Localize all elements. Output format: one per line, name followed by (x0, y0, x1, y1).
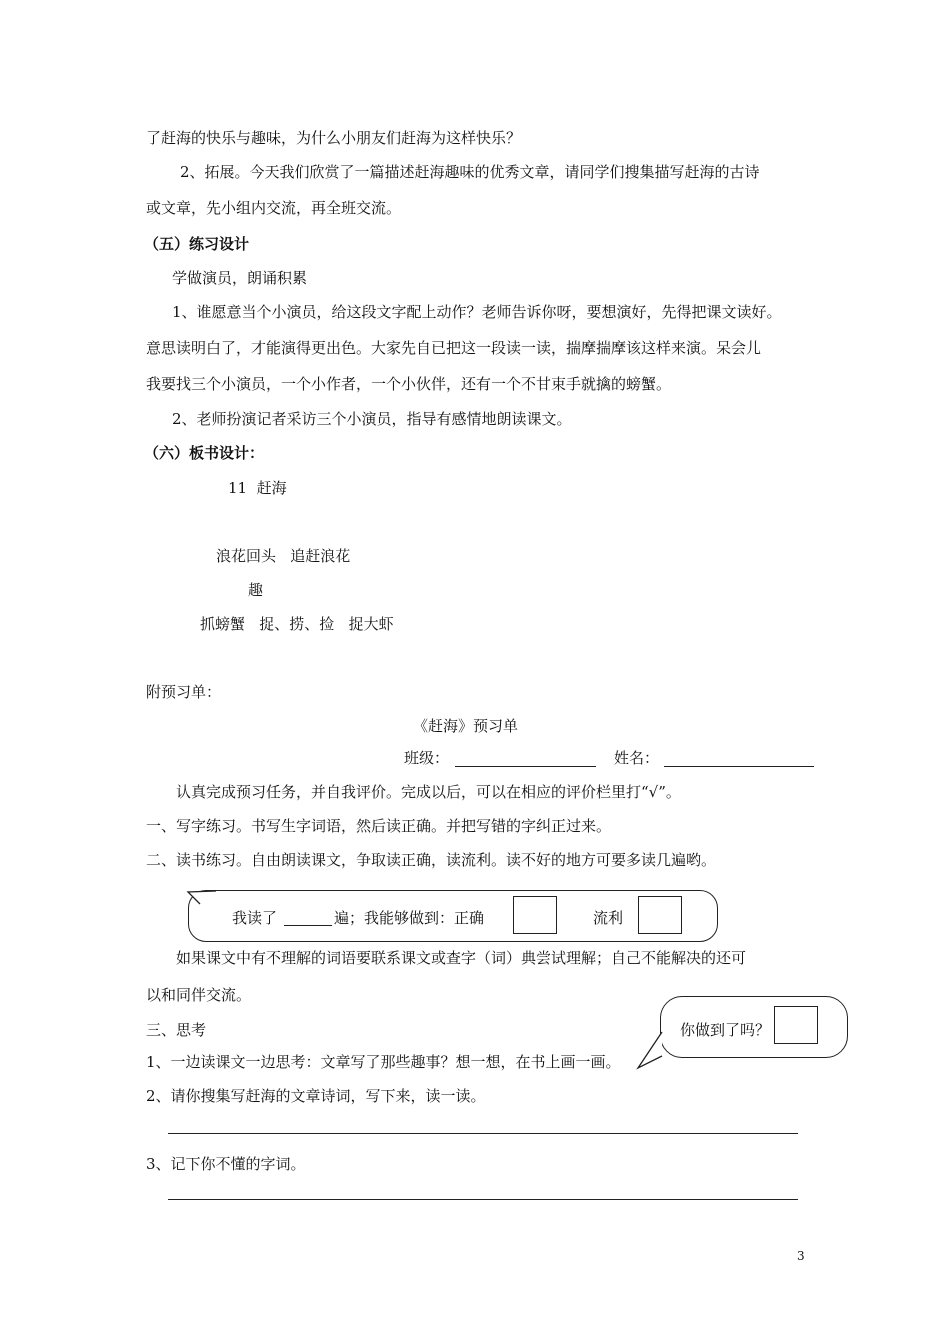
board-center: 趣 (248, 581, 264, 599)
task-line: 一、写字练习。书写生字词语，然后读正确。并把写错的字纠正过来。 (146, 817, 612, 835)
board-row: 浪花回头 追赶浪花 (216, 547, 351, 565)
done-checkbox[interactable] (774, 1006, 818, 1044)
bubble-text: 你做到了吗？ (680, 1021, 771, 1039)
body-line: 学做演员，朗诵积累 (172, 269, 308, 287)
section-heading: （六）板书设计： (144, 444, 265, 462)
task-line: 三、思考 (146, 1021, 207, 1039)
bubble-tail-icon (636, 1030, 670, 1070)
question-line: 2、请你搜集写赶海的文章诗词，写下来，读一读。 (146, 1087, 486, 1105)
body-line: 或文章，先小组内交流，再全班交流。 (146, 199, 402, 217)
page-number: 3 (797, 1249, 805, 1263)
bubble-text: 遍；我能够做到：正确 (334, 909, 485, 927)
board-row: 抓螃蟹 捉、捞、捡 捉大虾 (200, 615, 394, 633)
body-line: 2、老师扮演记者采访三个小演员，指导有感情地朗读课文。 (172, 410, 572, 428)
bubble-tail-icon (186, 890, 226, 914)
attach-label: 附预习单： (146, 683, 222, 701)
class-field[interactable] (455, 766, 596, 767)
name-field[interactable] (664, 766, 814, 767)
answer-line[interactable] (168, 1199, 798, 1200)
bubble-text: 流利 (593, 909, 624, 927)
body-line: 了赶海的快乐与趣味，为什么小朋友们赶海为这样快乐？ (146, 129, 522, 147)
body-line: 我要找三个小演员，一个小作者，一个小伙伴，还有一个不甘束手就擒的螃蟹。 (146, 375, 672, 393)
read-count-field[interactable] (284, 925, 332, 926)
question-line: 3、记下你不懂的字词。 (146, 1155, 306, 1173)
question-line: 1、一边读课文一边思考：文章写了那些趣事？想一想，在书上画一画。 (146, 1053, 621, 1071)
name-label: 姓名： (614, 749, 660, 767)
body-line: 以和同伴交流。 (146, 986, 252, 1004)
task-line: 二、读书练习。自由朗读课文，争取读正确，读流利。读不好的地方可要多读几遍哟。 (146, 851, 717, 869)
class-label: 班级： (404, 749, 450, 767)
answer-line[interactable] (168, 1133, 798, 1134)
body-line: 意思读明白了，才能演得更出色。大家先自已把这一段读一读，揣摩揣摩该这样来演。呆会儿 (146, 339, 762, 357)
body-line: 1、谁愿意当个小演员，给这段文字配上动作？老师告诉你呀，要想演好，先得把课文读好。 (172, 303, 782, 321)
intro-text: 认真完成预习任务，并自我评价。完成以后，可以在相应的评价栏里打“√”。 (176, 783, 681, 801)
fluent-checkbox[interactable] (638, 896, 682, 934)
board-title: 11 赶海 (228, 479, 287, 497)
sheet-title: 《赶海》预习单 (413, 717, 519, 735)
section-heading: （五）练习设计 (144, 235, 250, 253)
bubble-text: 我读了 (232, 909, 278, 927)
body-line: 如果课文中有不理解的词语要联系课文或查字（词）典尝试理解；自己不能解决的还可 (176, 949, 747, 967)
body-line: 2、拓展。今天我们欣赏了一篇描述赶海趣味的优秀文章，请同学们搜集描写赶海的古诗 (180, 163, 760, 181)
correct-checkbox[interactable] (513, 896, 557, 934)
